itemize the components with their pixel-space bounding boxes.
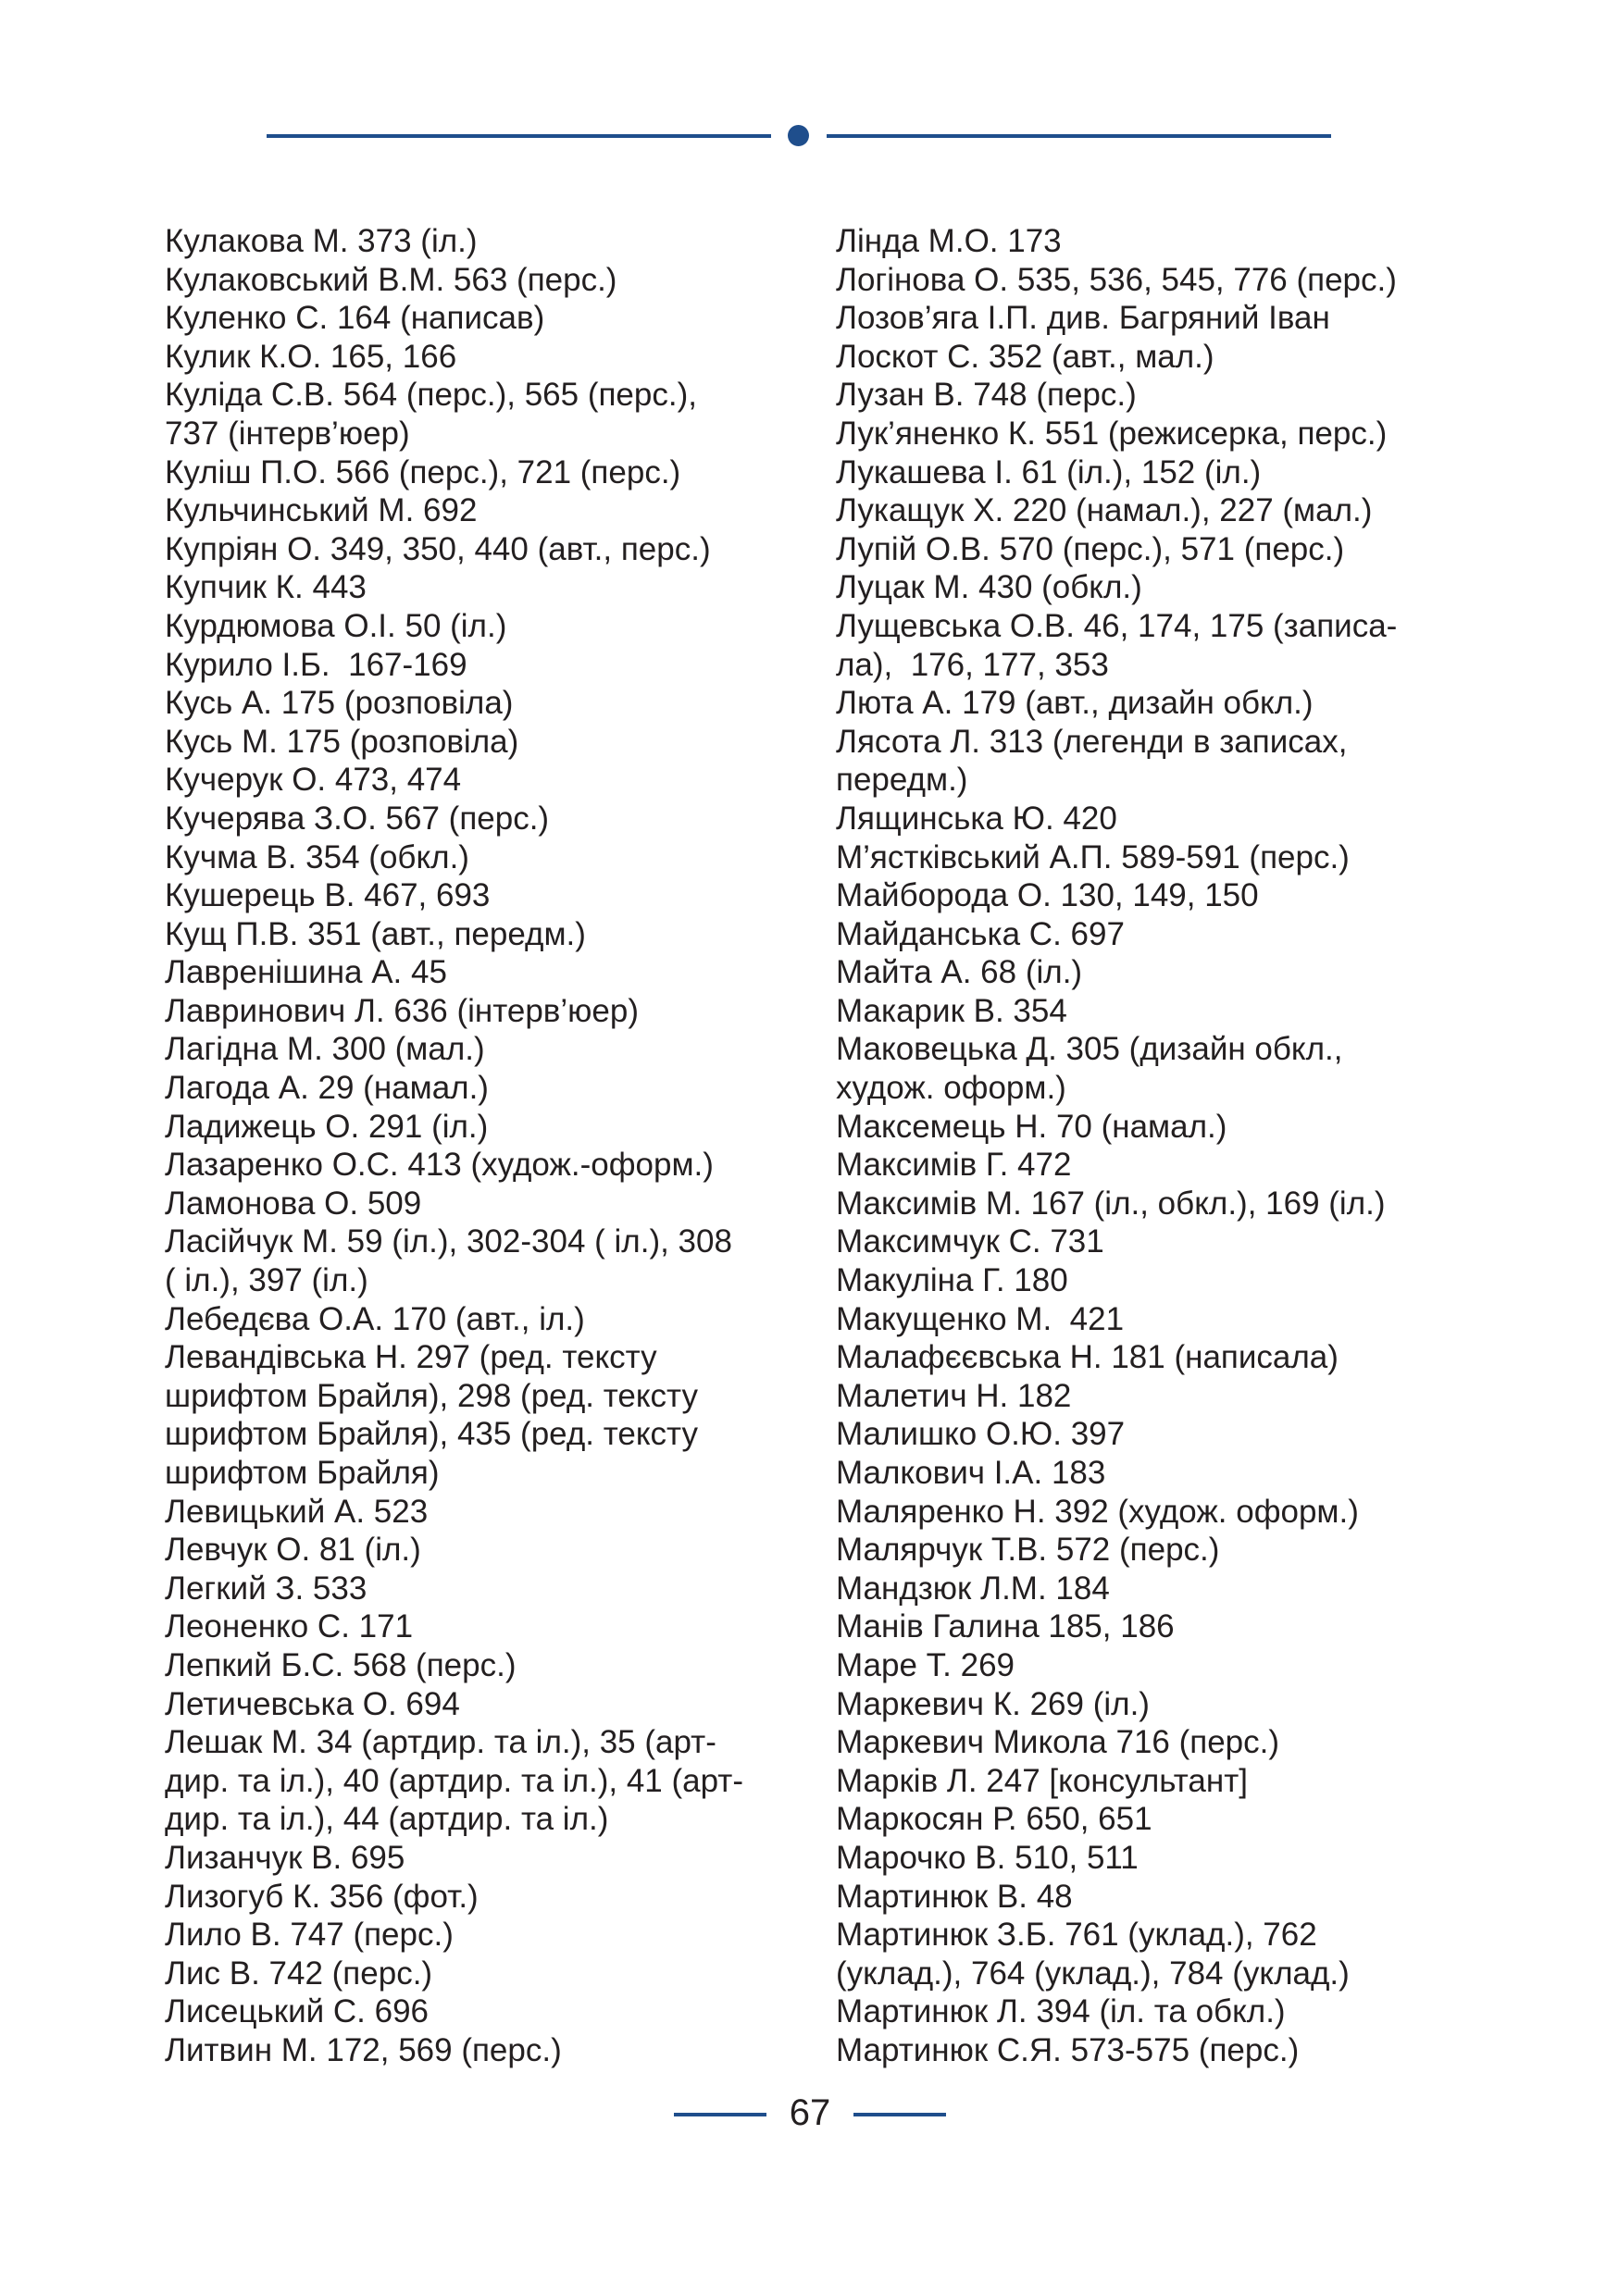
index-entry: Лузан В. 748 (перс.) (836, 377, 1137, 414)
index-entry: Лавренішина А. 45 (165, 954, 447, 991)
index-entry: Кулаковський В.М. 563 (перс.) (165, 261, 617, 298)
index-entry: Куленко С. 164 (написав) (165, 300, 545, 337)
index-entry: Кулакова М. 373 (іл.) (165, 223, 478, 259)
index-entry: Лукашева І. 61 (іл.), 152 (іл.) (836, 453, 1262, 490)
index-entry: Кучерук О. 473, 474 (165, 762, 462, 799)
index-entry: Макущенко М. 421 (836, 1300, 1125, 1337)
index-entry: Леоненко С. 171 (165, 1608, 414, 1645)
index-entry: Куліда С.В. 564 (перс.), 565 (перс.), (165, 377, 697, 414)
index-entry: Лазаренко О.С. 413 (худож.-оформ.) (165, 1147, 714, 1184)
index-entry: Малетич Н. 182 (836, 1377, 1072, 1414)
index-entry: Максемець Н. 70 (намал.) (836, 1108, 1227, 1145)
index-entry: Лящинська Ю. 420 (836, 800, 1117, 837)
index-entry: Лешак М. 34 (артдир. та іл.), 35 (арт- (165, 1724, 716, 1761)
index-entry: Луцак М. 430 (обкл.) (836, 569, 1142, 606)
index-entry: Макуліна Г. 180 (836, 1262, 1068, 1299)
header-rule-left (267, 134, 771, 138)
index-entry: Кучерява З.О. 567 (перс.) (165, 800, 550, 837)
index-entry: Люта А. 179 (авт., дизайн обкл.) (836, 685, 1314, 722)
index-entry: Лозов’яга І.П. див. Багряний Іван (836, 300, 1330, 337)
index-column-right (836, 222, 1484, 2070)
index-entry: Кучма В. 354 (обкл.) (165, 838, 469, 875)
index-entry: Маляренко Н. 392 (худож. оформ.) (836, 1493, 1359, 1530)
index-entry: Майборода О. 130, 149, 150 (836, 877, 1259, 914)
index-entry: Лінда М.О. 173 (836, 223, 1062, 259)
index-entry: Малярчук Т.В. 572 (перс.) (836, 1532, 1220, 1569)
index-entry: Маковецька Д. 305 (дизайн обкл., (836, 1031, 1343, 1068)
index-entry: Майта А. 68 (іл.) (836, 954, 1083, 991)
index-entry: Кульчинський М. 692 (165, 492, 478, 529)
index-entry: 737 (інтерв’юер) (165, 415, 410, 452)
index-entry: Логінова О. 535, 536, 545, 776 (перс.) (836, 261, 1397, 298)
index-entry: передм.) (836, 762, 968, 799)
index-entry: Купчик К. 443 (165, 569, 367, 606)
index-entry: Мандзюк Л.М. 184 (836, 1570, 1110, 1607)
index-entry: Лагода А. 29 (намал.) (165, 1070, 489, 1107)
index-entry: Малафєєвська Н. 181 (написала) (836, 1339, 1339, 1376)
index-entry: Лавринович Л. 636 (інтерв’юер) (165, 992, 640, 1029)
index-entry: Куліш П.О. 566 (перс.), 721 (перс.) (165, 453, 681, 490)
index-entry: Лупій О.В. 570 (перс.), 571 (перс.) (836, 530, 1345, 567)
index-entry: Марочко В. 510, 511 (836, 1839, 1139, 1876)
index-entry: ла), 176, 177, 353 (836, 646, 1109, 683)
index-entry: Майданська С. 697 (836, 915, 1125, 952)
index-entry: Маркевич К. 269 (іл.) (836, 1685, 1150, 1722)
index-entry: дир. та іл.), 40 (артдир. та іл.), 41 (арт- (165, 1762, 743, 1799)
index-entry: Лепкий Б.С. 568 (перс.) (165, 1646, 517, 1683)
index-entry: Маре Т. 269 (836, 1646, 1015, 1683)
index-column-left (165, 222, 803, 2070)
index-entry: худож. оформ.) (836, 1070, 1066, 1107)
index-entry: Мартинюк В. 48 (836, 1878, 1073, 1915)
index-entry: Кусь М. 175 (розповіла) (165, 723, 519, 760)
index-entry: Лисецький С. 696 (165, 1993, 430, 2030)
index-entry: Лебедєва О.А. 170 (авт., іл.) (165, 1300, 585, 1337)
index-entry: шрифтом Брайля) (165, 1455, 440, 1491)
index-entry: (уклад.), 764 (уклад.), 784 (уклад.) (836, 1955, 1350, 1992)
index-entry: Кущ П.В. 351 (авт., передм.) (165, 915, 586, 952)
index-entry: Кусь А. 175 (розповіла) (165, 685, 514, 722)
index-entry: Лагідна М. 300 (мал.) (165, 1031, 485, 1068)
index-entry: Ладижець О. 291 (іл.) (165, 1108, 489, 1145)
index-entry: Лис В. 742 (перс.) (165, 1955, 433, 1992)
page-number: 67 (789, 2092, 831, 2133)
index-entry: Марків Л. 247 [консультант] (836, 1762, 1248, 1799)
index-entry: Маркевич Микола 716 (перс.) (836, 1724, 1280, 1761)
index-entry: Максимів Г. 472 (836, 1147, 1072, 1184)
index-entry: Мартинюк Л. 394 (іл. та обкл.) (836, 1993, 1286, 2030)
index-entry: ( іл.), 397 (іл.) (165, 1262, 368, 1299)
index-entry: шрифтом Брайля), 435 (ред. тексту (165, 1416, 698, 1453)
index-entry: Лукащук Х. 220 (намал.), 227 (мал.) (836, 492, 1373, 529)
index-entry: Максимів М. 167 (іл., обкл.), 169 (іл.) (836, 1185, 1386, 1222)
index-entry: Мартинюк З.Б. 761 (уклад.), 762 (836, 1917, 1317, 1954)
index-entry: Лясота Л. 313 (легенди в записах, (836, 723, 1348, 760)
index-entry: Ласійчук М. 59 (іл.), 302-304 ( іл.), 308 (165, 1223, 732, 1260)
index-entry: Максимчук С. 731 (836, 1223, 1104, 1260)
index-entry: Малишко О.Ю. 397 (836, 1416, 1126, 1453)
index-entry: Лук’яненко К. 551 (режисерка, перс.) (836, 415, 1388, 452)
index-entry: Лизогуб К. 356 (фот.) (165, 1878, 479, 1915)
index-entry: Лущевська О.В. 46, 174, 175 (записа- (836, 607, 1398, 644)
index-entry: Кушерець В. 467, 693 (165, 877, 491, 914)
index-entry: Левандівська Н. 297 (ред. тексту (165, 1339, 657, 1376)
header-rule-right (827, 134, 1331, 138)
index-entry: Лоскот С. 352 (авт., мал.) (836, 338, 1214, 375)
index-entry: Левицький А. 523 (165, 1493, 429, 1530)
index-entry: шрифтом Брайля), 298 (ред. тексту (165, 1377, 698, 1414)
index-entry: Легкий З. 533 (165, 1570, 367, 1607)
index-entry: Летичевська О. 694 (165, 1685, 460, 1722)
index-entry: Маркосян Р. 650, 651 (836, 1801, 1152, 1838)
index-entry: Ламонова О. 509 (165, 1185, 422, 1222)
header-dot (788, 125, 809, 146)
index-entry: дир. та іл.), 44 (артдир. та іл.) (165, 1801, 609, 1838)
index-entry: Лило В. 747 (перс.) (165, 1917, 454, 1954)
index-entry: Литвин М. 172, 569 (перс.) (165, 2031, 562, 2068)
index-entry: Макарик В. 354 (836, 992, 1067, 1029)
index-entry: М’ястківський А.П. 589-591 (перс.) (836, 838, 1350, 875)
footer-rule-right (853, 2113, 946, 2116)
index-entry: Манів Галина 185, 186 (836, 1608, 1175, 1645)
footer-rule-left (674, 2113, 766, 2116)
index-entry: Мартинюк С.Я. 573-575 (перс.) (836, 2031, 1300, 2068)
index-entry: Курдюмова О.І. 50 (іл.) (165, 607, 507, 644)
index-entry: Лизанчук В. 695 (165, 1839, 405, 1876)
index-entry: Курило І.Б. 167-169 (165, 646, 467, 683)
index-entry: Левчук О. 81 (іл.) (165, 1532, 421, 1569)
index-entry: Кулик К.О. 165, 166 (165, 338, 457, 375)
index-entry: Малкович І.А. 183 (836, 1455, 1106, 1491)
index-entry: Купріян О. 349, 350, 440 (авт., перс.) (165, 530, 711, 567)
